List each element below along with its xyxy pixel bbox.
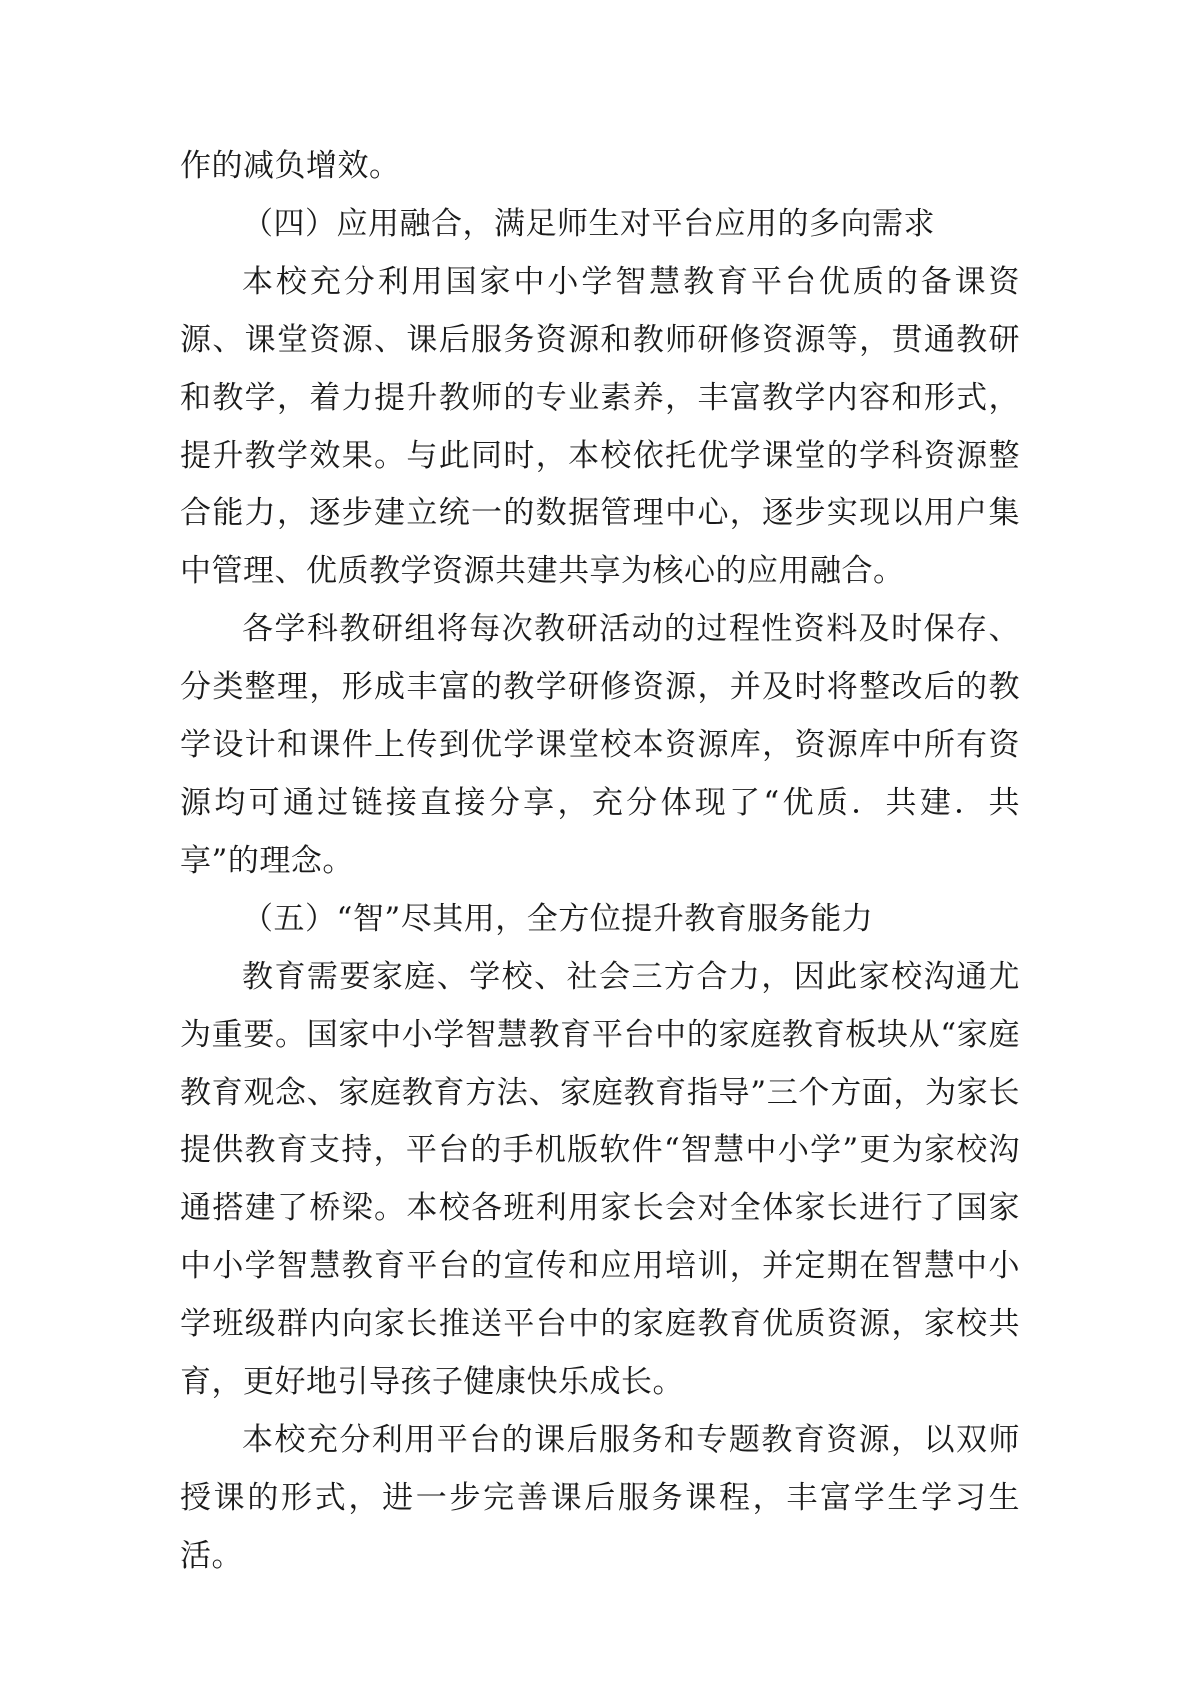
section-heading-5: （五）“智”尽其用，全方位提升教育服务能力 [242, 900, 874, 937]
body-paragraph: 教育需要家庭、学校、社会三方合力，因此家校沟通尤为重要。国家中小学智慧教育平台中的家庭教育板块从“家庭教育观念、家庭教育方法、家庭教育指导”三个方面，为家长提供教育支持，平台的手机版软件“智慧中小学”更为家校沟通搭建了桥梁。本校各班利用家长会对全体家长进行了国家中小学智慧教育平台的宣传和应用培训，并定期在智慧中小学班级群内向家长推送平台中的家庭教育优质资源，家校共育，更好地引导孩子健康快乐成长。 [180, 958, 1020, 1401]
body-paragraph: 本校充分利用国家中小学智慧教育平台优质的备课资源、课堂资源、课后服务资源和教师研修资源等，贯通教研和教学，着力提升教师的专业素养，丰富教学内容和形式，提升教学效果。与此同时，本校依托优学课堂的学科资源整合能力，逐步建立统一的数据管理中心，逐步实现以用户集中管理、优质教学资源共建共享为核心的应用融合。 [180, 263, 1020, 590]
document-body [180, 138, 1020, 1586]
body-paragraph: 各学科教研组将每次教研活动的过程性资料及时保存、分类整理，形成丰富的教学研修资源，并及时将整改后的教学设计和课件上传到优学课堂校本资源库，资源库中所有资源均可通过链接直接分享，充分体现了“优质．共建．共享”的理念。 [180, 611, 1020, 879]
section-heading-4: （四）应用融合，满足师生对平台应用的多向需求 [242, 205, 935, 242]
continued-paragraph: 作的减负增效。 [180, 148, 401, 184]
body-paragraph: 本校充分利用平台的课后服务和专题教育资源，以双师授课的形式，进一步完善课后服务课程，丰富学生学习生活。 [180, 1421, 1020, 1574]
